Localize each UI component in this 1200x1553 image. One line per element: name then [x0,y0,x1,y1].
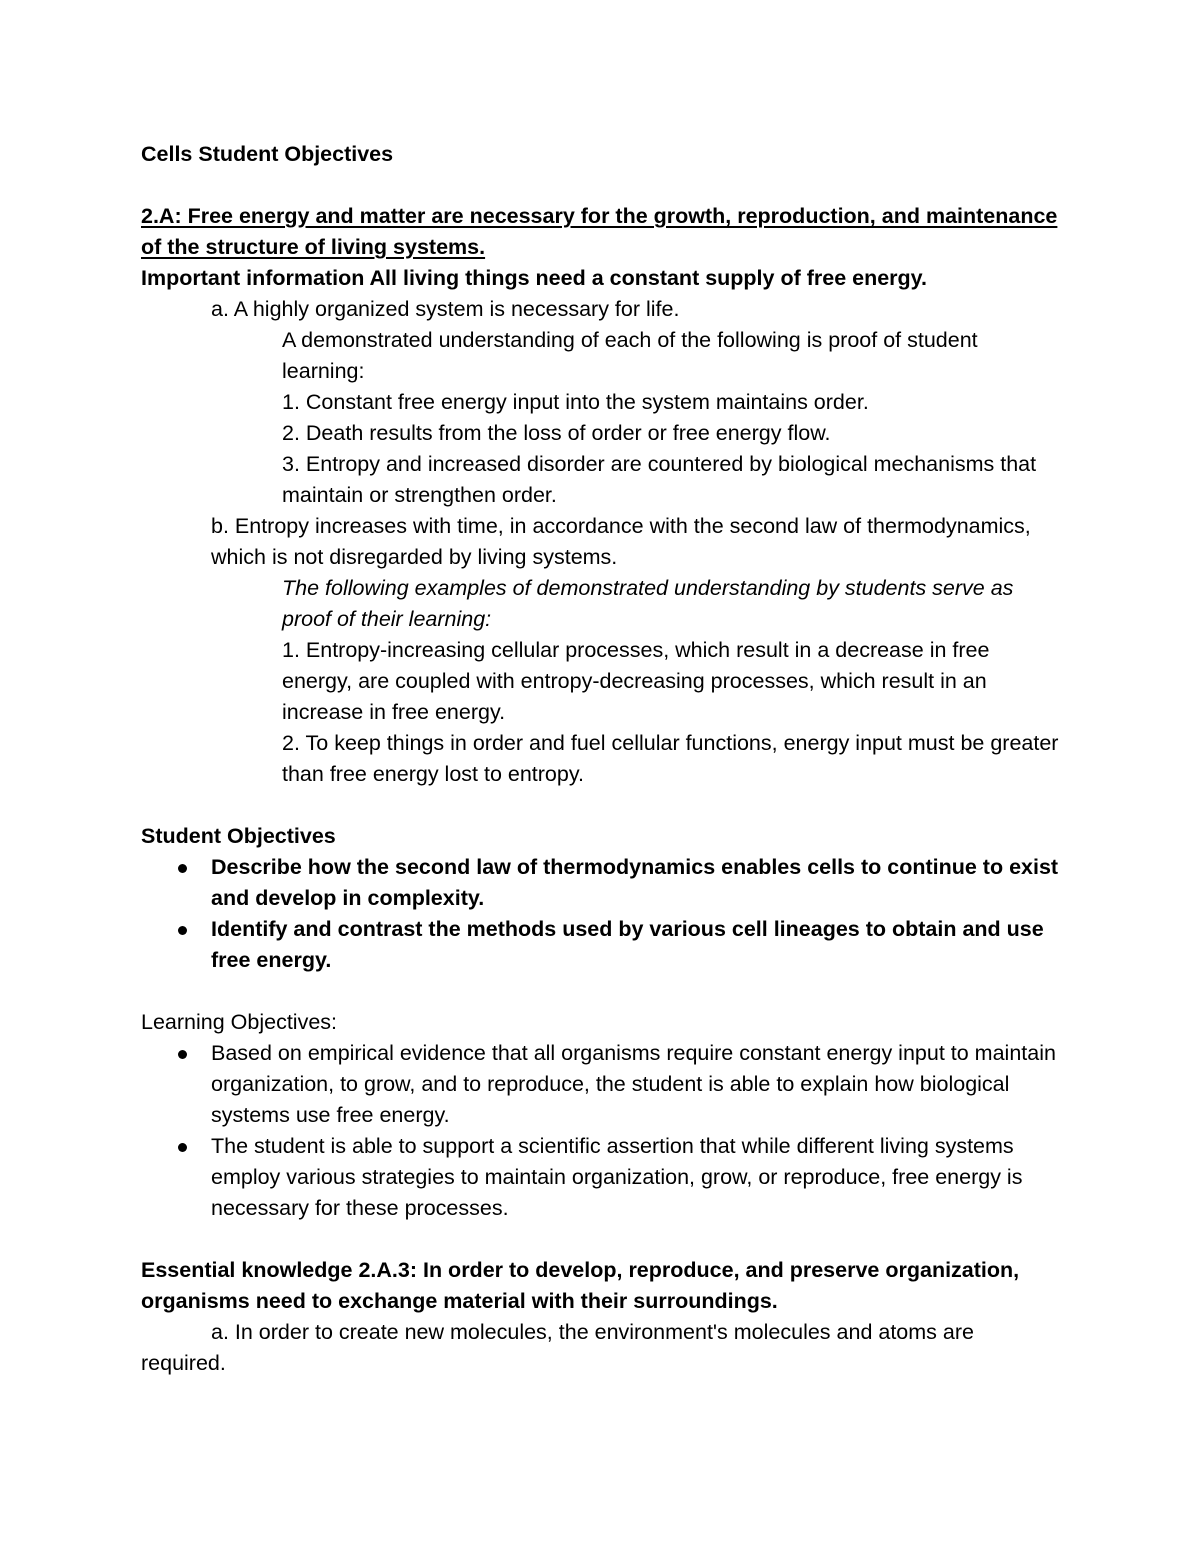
list-item [141,914,1061,976]
bullet-icon [178,1143,187,1152]
list-item-text: Identify and contrast the methods used by various cell lineages to obtain and use free energy. [211,917,1044,972]
spacer [141,790,1061,821]
learning-objectives-heading: Learning Objectives: [141,1010,337,1034]
essential-knowledge-heading: Essential knowledge 2.A.3: In order to develop, reproduce, and preserve organization, organisms need to exchange material with their surroundings. [141,1258,1020,1313]
bullet-icon [178,864,187,873]
item-a-point-3: 3. Entropy and increased disorder are countered by biological mechanisms that maintain or strengthen order. [282,452,1037,507]
list-item [141,852,1061,914]
bullet-icon [178,926,187,935]
item-a-intro: A demonstrated understanding of each of the following is proof of student learning: [282,328,978,383]
important-information: Important information All living things need a constant supply of free energy. [141,266,928,290]
item-b-point-1: 1. Entropy-increasing cellular processes, which result in a decrease in free energy, are coupled with entropy-decreasing processes, which result in an increase in free energy. [282,638,990,724]
item-b-text: b. Entropy increases with time, in accordance with the second law of thermodynamics, which is not disregarded by living systems. [211,514,1031,569]
student-objectives-heading: Student Objectives [141,824,336,848]
spacer [141,1224,1061,1255]
spacer [141,170,1061,201]
list-item-text: Describe how the second law of thermodynamics enables cells to continue to exist and develop in complexity. [211,855,1059,910]
document-title: Cells Student Objectives [141,142,394,166]
item-a-point-2: 2. Death results from the loss of order or free energy flow. [282,421,831,445]
item-b-point-2: 2. To keep things in order and fuel cellular functions, energy input must be greater than free energy lost to entropy. [282,731,1059,786]
list-item-text: Based on empirical evidence that all organisms require constant energy input to maintain organization, to grow, and to reproduce, the student is able to explain how biological systems use free energy. [211,1041,1056,1127]
student-objectives-list [141,852,1061,976]
bullet-icon [178,1050,187,1059]
list-item [141,1131,1061,1224]
spacer [141,976,1061,1007]
document-page [141,139,1061,1379]
essential-knowledge-item-a-continued: required. [141,1351,226,1375]
item-b-intro: The following examples of demonstrated understanding by students serve as proof of their learning: [282,576,1014,631]
learning-objectives-list [141,1038,1061,1224]
item-a-text: a. A highly organized system is necessary for life. [211,297,680,321]
item-a-point-1: 1. Constant free energy input into the system maintains order. [282,390,869,414]
section-2a-heading: 2.A: Free energy and matter are necessary for the growth, reproduction, and maintenance of the structure of living systems. [141,204,1058,259]
list-item-text: The student is able to support a scientific assertion that while different living systems employ various strategies to maintain organization, grow, or reproduce, free energy is necessary for these processes. [211,1134,1023,1220]
list-item [141,1038,1061,1131]
essential-knowledge-item-a: a. In order to create new molecules, the environment's molecules and atoms are [211,1320,974,1344]
